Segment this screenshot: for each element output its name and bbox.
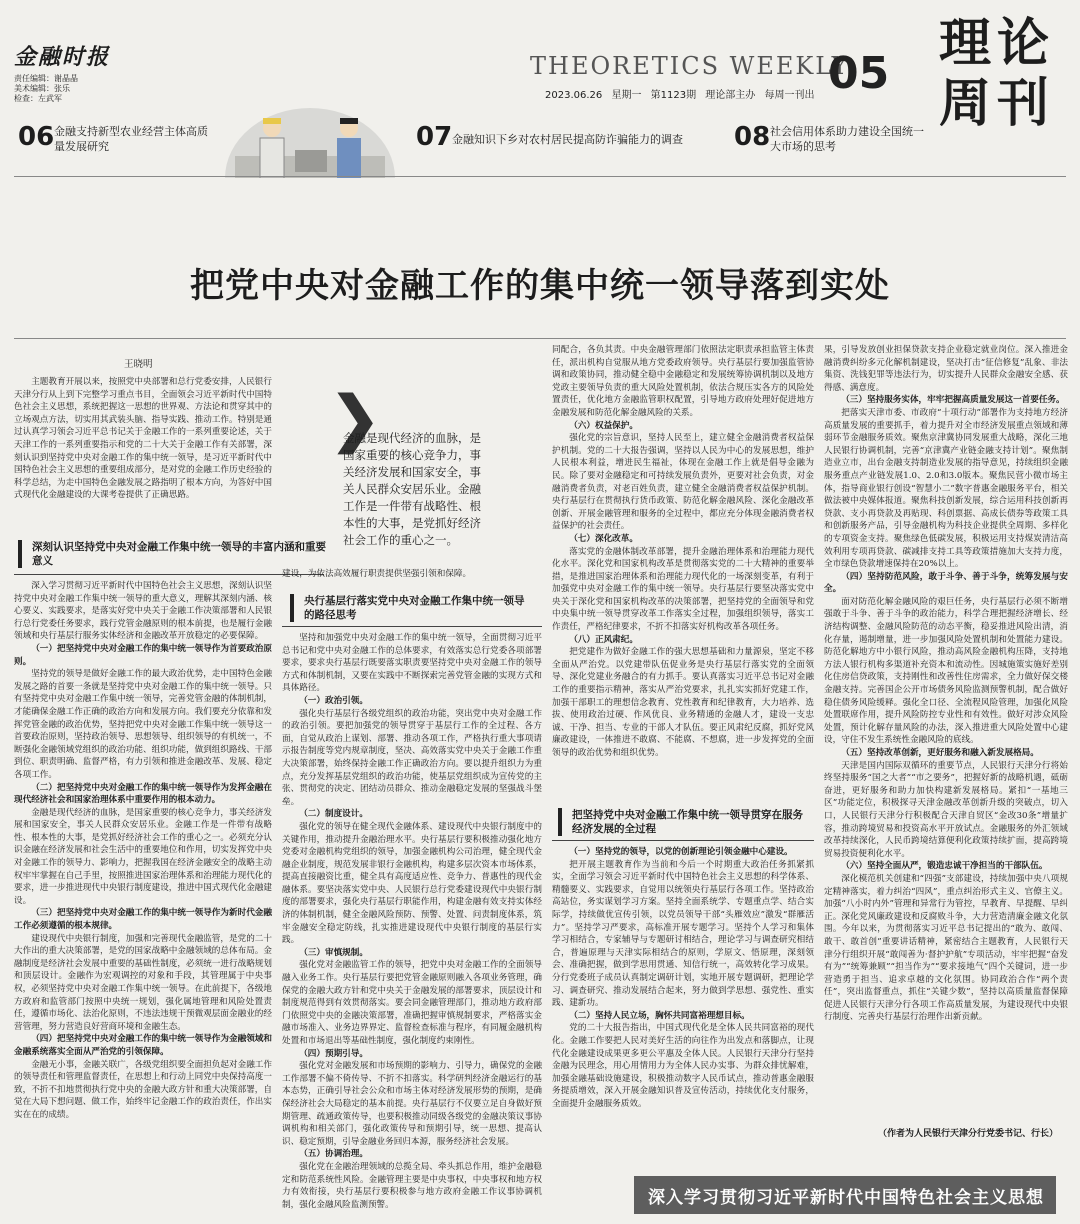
credit-line: 美术编辑：张乐 <box>14 84 70 93</box>
paragraph: 强化党在金融治理领域的总揽全局、牵头抓总作用，维护金融稳定和防范系统性风险。金融管理主要是中央事权，中央事权和地方权力有效衔接，央行基层行要积极参与地方政府金融工作议事协调机制，强化金融风险监测预警。 <box>282 1161 542 1210</box>
section-brand <box>922 14 1072 134</box>
paragraph: 坚持和加强党中央对金融工作的集中统一领导，全面贯彻习近平总书记和党中央对金融工作的总体要求，有效落实总行党委各项部署要求，要求央行基层行既要落实职责要坚持党中央对金融工作的领导方式和体制机制，又要在实践中不断探索完善党管金融的实现方式和具体路径。 <box>282 633 542 694</box>
brand-line: 理论 <box>938 14 1055 74</box>
section-underline <box>552 840 814 841</box>
section-heading: 深刻认识坚持党中央对金融工作集中统一领导的丰富内涵和重要意义 <box>18 540 332 568</box>
paragraph: 天津是国内国际双循环的重要节点，人民银行天津分行将始终坚持服务“国之大者”“市之要务”，把握好新的战略机遇，砥砺奋进，更好服务和助力加快构建新发展格局。紧扣“一基地三区”功能定位，积极探寻天津金融改革创新升级的突破点，切入口，人民银行天津分行积极配合天津自贸区“金改30条”增量扩容，推动跨境贸易和投资高水平开放试点。金融服务的外汇领域改革持续深化，人民币跨境结算便利化政策持续扩面，提高跨境贸易投资便利化水平。 <box>824 760 1068 859</box>
article-headline: 把党中央对金融工作的集中统一领导落到实处 <box>190 266 890 306</box>
department: 理论部主办 <box>705 90 756 101</box>
paragraph: （四）把坚持党中央对金融工作的集中统一领导作为金融领域和金融系统落实全面从严治党的引领保障。 <box>14 1034 272 1057</box>
teaser-page-number: 07 <box>416 122 453 152</box>
paragraph: 建设现代中央银行制度，加强和完善现代金融监管，是党的二十大作出的重大决策部署，是党的国家战略中金融领域的总体布局。金融制度是经济社会发展中重要的基础性制度，必须统一进行战略规划和顶层设计。金融作为宏观调控的对象和手段，其管理属于中央事权，必须坚持党中央对金融工作集中统一领导。在此前提下，各级地方政府和监管部门按照中央统一规划，强化属地管理和风险处置责任，遵循市场化、法治化原则，不违法违规干预微观层面金融业的经营管理，努力营造良好营商环境和金融生态。 <box>14 933 272 1032</box>
teaser-page-number: 08 <box>734 122 771 152</box>
paragraph: （六）权益保护。 <box>569 420 638 431</box>
issue-date: 2023.06.26 <box>545 90 603 101</box>
brand-line: 周刊 <box>938 74 1055 134</box>
paragraph: （一）政治引领。 <box>299 695 368 706</box>
paragraph: 建设，为依法高效履行职责提供坚强引领和保障。 <box>282 569 472 579</box>
teaser-title: 金融知识下乡对农村居民提高防诈骗能力的调查 <box>452 133 683 146</box>
paragraph: 强化央行基层行各级党组织的政治功能，突出党中央对金融工作的政治引领。要把加强党的领导贯穿于基层行工作的全过程、各方面，自觉从政治上谋划、部署、推动各项工作，严格执行重大事项请示报告制度等党内规章制度，坚决、高效落实党中央关于金融工作重大决策部署，始终保持金融工作正确政治方向。要以提升组织力为重点，充分发挥基层党组织的政治功能，使基层党组织成为宣传党的主张、贯彻党的决定、团结动员群众、推动金融稳定发展的坚强战斗堡垒。 <box>282 708 542 807</box>
paragraph: 强化党对金融监管工作的领导，把党中央对金融工作的全面领导融入业务工作。央行基层行要把党管金融原则融入各项业务管理，确保党的金融大政方针和党中央关于金融发展的部署要求，顶层设计和制度规范得到有效贯彻落实。要会同金融管理部门，推动地方政府部门依照党中央的金融决策部署，准确把握审慎规制要求，严格落实金融市场准入、业务边界界定、监督检查标准与程序，有同履金融机构处置和市场退出等基础性制度，强化制度约束刚性。 <box>282 960 542 1046</box>
headline-divider <box>14 338 1066 339</box>
header-divider <box>14 176 1066 177</box>
paragraph: （三）把坚持党中央对金融工作的集中统一领导作为新时代金融工作必须遵循的根本规律。 <box>14 908 272 932</box>
paragraph: 党的二十大报告指出，中国式现代化是全体人民共同富裕的现代化。金融工作要把人民对美好生活的向往作为出发点和落脚点，让现代化金融建设成果更多更公平惠及全体人民。人民银行天津分行坚持金融为民理念，用心用情用力为全体人民办实事、为群众排忧解难，加强金融基础设施建设，积极推动数字人民币试点，推动普惠金融服务提质增效，深入开展金融知识普及宣传活动，持续优化支付服务，全面提升金融服务质效。 <box>552 1023 814 1109</box>
banner-text: 深入学习贯彻习近平新时代中国特色社会主义思想 <box>648 1188 1044 1208</box>
paragraph: 把落实天津市委、市政府“十项行动”部署作为支持地方经济高质量发展的重要抓手，着力提升对全市经济发展重点领域和薄弱环节金融服务质效。聚焦京津冀协同发展重大战略，深化三地人民银行协调机制，完善“京津冀产业链金融支持计划”。聚焦制造业立市，出台金融支持制造业发展的指导意见，持续组织金融服务重点产业链发展1.0、2.0和3.0版本。聚焦民营小微市场主体，指导商业银行创设“智慧小二”数字普惠金融服务平台，相关做法被中央媒体报道。聚焦科技创新发展，综合运用科技创新再贷款、支小再贷款及再贴现、科创票据、高成长债券等政策工具和创新服务产品，引导金融机构为科技企业提供全周期、多样化的专项资金支持。聚焦绿色低碳发展，积极运用支持煤炭清洁高效利用专项再贷款、碳减排支持工具等政策措施加大支持力度，全市绿色贷款增速保持在20%以上。 <box>824 407 1068 570</box>
paragraph: （一）把坚持党中央对金融工作的集中统一领导作为首要政治原则。 <box>14 643 272 667</box>
page-number: 05 <box>828 48 890 99</box>
quote-mark-icon: ❯ <box>330 384 381 454</box>
paragraph: （四）坚持防范风险，敢于斗争、善于斗争，统筹发展与安全。 <box>824 571 1068 595</box>
weekly-title: THEORETICS WEEKLY <box>530 52 850 80</box>
masthead <box>0 0 1080 178</box>
header-illustration <box>205 98 415 178</box>
paragraph: 面对防范化解金融风险的艰巨任务，央行基层行必须不断增强敢于斗争、善于斗争的政治能力，科学合理把握经济增长、经济结构调整、金融风险防范的动态平衡，稳妥推进风险出清，消化存量，遏制增量，进一步加强风险处置机制和处置能力建设。防范化解地方中小银行风险，推动高风险金融机构压降，支持地方法人银行机构多渠道补充资本和流动性。因城施策实施好差别化住房信贷政策，支持刚性和改善性住房需求，全力做好保交楼金融支持。完善国企公开市场债务风险监测预警机制，配合做好稳住债务风险缓释。强化全口径、全流程风险管理，加强化风险处置联席作用，提升风险防控专业性和有效性。做好对涉众风险处置，预计化解存量风险的办法，深入推进重大风险处置中心建设，守住不发生系统性金融风险的底线。 <box>824 596 1068 746</box>
issue-number: 第1123期 <box>650 90 697 101</box>
frequency: 每周一刊出 <box>764 90 815 101</box>
section-heading: 把坚持党中央对金融工作集中统一领导贯穿在服务经济发展的全过程 <box>558 808 812 836</box>
paragraph: 深入学习贯彻习近平新时代中国特色社会主义思想，深刻认识坚持党中央对金融工作集中统一领导的重大意义，理解其深刻内涵、核心要义、实践要求，是落实好党中央关于金融工作决策部署和人民银行总行党委任务要求，践行党管金融原则的根本前提，也是履行金融领域和央行基层行服务实体经济和金融改革开放稳定的必要保障。 <box>14 581 272 642</box>
section-heading: 央行基层行落实党中央对金融工作集中统一领导的路径思考 <box>290 594 534 622</box>
author-byline: 王晓明 <box>124 359 153 370</box>
author-note: （作者为人民银行天津分行党委书记、行长） <box>878 1129 1059 1139</box>
paragraph: （七）深化改革。 <box>569 533 638 544</box>
paragraph: 坚持党的领导是做好金融工作的最大政治优势，走中国特色金融发展之路的首要一条就是坚持党中央对金融工作的集中统一领导。只有坚持党中央对金融工作集中统一领导，完善党管金融的体制机制，才能确保金融工作正确的政治方向和发展方向。我们要充分依靠和发挥党管金融的政治优势，坚持把党中央对金融工作集中统一领导这一首要政治原则，坚持政治领导、思想领导、组织领导的有机统一，不断强化金融领域党组织的政治功能、组织功能，做到组织路线、干部到位、职责明确、监督严格，有力引领和推进金融改革、发展、稳定各项工作。 <box>14 669 272 780</box>
paragraph: （四）预期引导。 <box>299 1048 368 1059</box>
paragraph: 落实党的金融体制改革部署，提升金融治理体系和治理能力现代化水平。深化党和国家机构改革是贯彻落实党的二十大精神的重要举措，是推进国家治理体系和治理能力现代化的一场深刻变革，有利于加强党中央对金融工作的集中统一领导。央行基层行要坚决落实党中央关于深化党和国家机构改革的决策部署，把坚持党的全面领导和党中央集中统一领导贯穿改革工作落实全过程，加强组织领导，落实工作责任，严格纪律要求，不折不扣落实好机构改革各项任务。 <box>552 546 814 633</box>
newspaper-logo: 金融时报 <box>14 44 111 70</box>
bottom-banner <box>634 1176 1056 1214</box>
credit-line: 检查：左武军 <box>14 94 62 103</box>
paragraph: （二）把坚持党中央对金融工作的集中统一领导作为发挥金融在现代经济社会和国家治理体系中重要作用的根本动力。 <box>14 782 272 806</box>
paragraph: 强化党的宗旨意识，坚持人民至上，建立健全金融消费者权益保护机制。党的二十大报告强调，坚持以人民为中心的发展思想，维护人民根本利益，增进民生福祉，体现在金融工作上就是倡导金融为民。除了要对金融稳定和可持续发展负责外，更要对社会负责，对金融消费者负责，对老百姓负责，建立健全金融消费者权益保护机制。央行基层行在贯彻执行货币政策、防范化解金融风险、深化金融改革创新、开展金融管理和服务的全过程中，都应充分体现金融消费者权益保护的社会责任。 <box>552 433 814 532</box>
section-underline <box>282 626 542 627</box>
paragraph: 强化党的领导在健全现代金融体系、建设现代中央银行制度中的关键作用，推动提升金融治理水平。央行基层行要积极推动强化地方党委对金融机构党组织的领导，加强金融机构公司治理，健全现代金融企业制度，规范发展非银行金融机构，构建多层次资本市场体系，提高直接融资比重，健全具有高度适应性、竞争力、普惠性的现代金融体系。要坚决落实党中央、人民银行总行党委建设现代中央银行制度的部署要求，强化央行基层行职能作用，构建金融有效支持实体经济的体制机制，健全金融风险预防、预警、处置、问责制度体系，筑牢金融安全稳定防线，扎实推进建设现代中央银行制度的基层行实践。 <box>282 821 542 946</box>
paragraph: （二）坚持人民立场，胸怀共同富裕理想目标。 <box>569 1010 750 1021</box>
paragraph: 把党建作为做好金融工作的强大思想基础和力量源泉，坚定不移全面从严治党。以党建带队伍促业务是央行基层行落实党的全面领导、深化党建业务融合的有力抓手。要认真落实习近平总书记对金融工作的重要指示精神，落实从严治党要求，扎扎实实抓好党建工作，加强干部职工的理想信念教育、党性教育和纪律教育，大力培养、选拔、使用政治过硬、作风优良、业务精通的金融人才，建设一支忠诚、干净、担当、专业的干部人才队伍。要正风肃纪反腐，抓好党风廉政建设，一体推进不敢腐、不能腐、不想腐，进一步发挥党的全面领导的政治优势和组织优势。 <box>552 647 814 758</box>
paragraph: 果，引导发放创业担保贷款支持企业稳定就业岗位。深入推进金融消费纠纷多元化解机制建设，坚决打击“征信修复”乱象、非法集资、洗钱犯罪等违法行为，切实提升人民群众金融安全感、获得感、满意度。 <box>824 345 1068 393</box>
paragraph: （八）正风肃纪。 <box>569 634 638 645</box>
weekday: 星期一 <box>611 90 642 101</box>
article-column <box>14 580 272 1220</box>
paragraph: 主题教育开展以来，按照党中央部署和总行党委安排，人民银行天津分行从上到下完整学习重点书目，全面领会习近平新时代中国特色社会主义思想，系统把握这一思想的世界观、方法论和贯穿其中的立场观点方法，切实用其武装头脑、指导实践、推动工作。特别是通过认真学习领会习近平总书记关于金融工作的一系列重要论述，关于天津工作的一系列重要指示和党的二十大关于金融工作有关部署，深刻认识到坚持党中央对金融工作的集中统一领导，是习近平新时代中国特色社会主义思想的重要组成部分，是对党的金融工作历史经验的科学总结，为走中国特色金融发展之路指明了根本方向，为答好中国式现代化金融建设的大课考卷提供了正确思路。 <box>14 377 272 501</box>
paragraph: （二）制度设计。 <box>299 809 368 820</box>
article-column <box>282 632 542 1222</box>
pull-quote: 金融是现代经济的血脉，是国家重要的核心竞争力，事关经济发展和国家安全，事关人民群众安居乐业。金融工作是一件带有战略性、根本性的大事，是党抓好经济社会工作的重心之一。 <box>343 431 481 547</box>
paragraph: 把开展主题教育作为当前和今后一个时期重大政治任务抓紧抓实，全面学习领会习近平新时代中国特色社会主义思想的科学体系、精髓要义、实践要求，自觉用以统领央行基层行各项工作。坚持政治高站位，务实谋划学习方案。坚持全面系统学、专题重点学、结合实际学，持续做优宣传引领，以党员领导干部“头雁效应”激发“群雁活力”。坚持学习严要求，高标准开展专题学习。坚持个人学习和集体学习相结合，专家辅导与专题研讨相结合，理论学习与调查研究相结合，普遍原理与天津实际相结合的原则，学原文、悟原理，深刻领会、准确把握，做到学思用贯通、知信行统一，高效转化学习成果。分行党委班子成员认真制定调研计划，实地开展专题调研，把理论学习、调查研究、推动发展结合起来，努力做到学思想、强党性、重实践、建新功。 <box>552 859 814 1009</box>
section-underline <box>14 574 324 575</box>
article-column <box>282 568 542 582</box>
paragraph: （五）坚持改革创新，更好服务和融入新发展格局。 <box>841 748 1039 758</box>
paragraph: （三）审慎规制。 <box>299 947 368 958</box>
article-column <box>552 344 814 796</box>
editor-credits <box>14 74 78 104</box>
paragraph: （一）坚持党的领导，以党的创新理论引领金融中心建设。 <box>569 847 793 857</box>
dateline <box>545 86 814 101</box>
credit-line: 责任编辑：谢晶晶 <box>14 74 78 83</box>
paragraph: （六）坚持全面从严，锻造忠诚干净担当的干部队伍。 <box>841 861 1048 872</box>
teaser-title: 金融支持新型农业经营主体高质量发展研究 <box>54 125 208 153</box>
paragraph: （三）坚持服务实体，牢牢把握高质量发展这一首要任务。 <box>841 395 1065 406</box>
paragraph: 金融无小事，金融关联广，各级党组织要全面担负起对金融工作的领导责任和管理监督责任，在思想上和行动上同党中央保持高度一致，不折不扣地贯彻执行党中央的金融大政方针和重大决策部署，自觉在大局下想问题、做工作，始终牢记金融工作的政治责任，作出实实在在的成绩。 <box>14 1059 272 1120</box>
paragraph: （五）协调治理。 <box>299 1149 368 1160</box>
article-column <box>824 344 1068 1122</box>
paragraph: 金融是现代经济的血脉，是国家重要的核心竞争力，事关经济发展和国家安全，事关人民群众安居乐业。金融工作是一件带有战略性、根本性的大事，是党抓好经济社会工作的重心之一。必须充分认识金融在经济发展和社会生活中的重要地位和作用，切实发挥党中央对金融工作的领导力、影响力，把握我国在经济金融安全的战略主动权牢牢掌握在自己手里，按照推进国家治理体系和治理能力现代化的要求，进一步推进现代中央银行制度建设，推进中国式现代化金融建设。 <box>14 807 272 906</box>
paragraph: 同配合，各负其责。中央金融管理部门依照法定职责承担监管主体责任，派出机构自觉服从地方党委政府领导。央行基层行要加强监管协调和政策协同，推动健全稳中金融稳定和发展统筹协调机制以及地方党政主要领导负责的重大风险处置机制，依法合规压实各方的风险处置责任，优化地方金融监管职权配置，引导地方政府处理好促进地方金融发展和防范化解金融风险的关系。 <box>552 345 814 418</box>
paragraph: 强化党对金融发展和市场预期的影响力、引导力，确保党的金融工作部署不偏不倚传导、不折不扣落实。科学研判经济金融运行的基本态势，正确引导社会公众和市场主体对经济发展形势的预期，是确保经济社会大局稳定的基本前提。央行基层行不仅要立足自身做好预期管理、疏通政策传导，也要积极推动同级各级党的金融决策议事协调机构和相关部门，强化政策传导和预期引导，统一思想、提高认识、稳定预期，引导金融业务回归本源，服务经济社会发展。 <box>282 1061 542 1147</box>
teaser-title: 社会信用体系助力建设全国统一大市场的思考 <box>770 125 924 153</box>
article-column <box>14 376 272 526</box>
article-column <box>552 846 814 1222</box>
paragraph: 深化模范机关创建和“四强”支部建设，持续加强中央八项规定精神落实，着力纠治“四风”，重点纠治形式主义、官僚主义。加强“八小时内外”管理和异常行为管控，早教育、早提醒、早纠正。深化党风廉政建设和反腐败斗争，大力营造清廉金融文化氛围。今年以来，为贯彻落实习近平总书记提出的“敢为、敢闯、敢干、敢首创”重要讲话精神，紧密结合主题教育，人民银行天津分行组织开展“敢闯善为·督护护航”专项活动，牢牢把握“奋发有为”“统筹兼顾”“担当作为”“要求接地气”四个关键词，进一步营造勇于担当、追求卓越的文化氛围。协同政治合作“两个责任”，突出监督重点，抓住“关键少数”，坚持以高质量监督保障促进人民银行天津分行各项工作高质量发展，为建设现代中央银行制度、完善央行基层行治理作出新贡献。 <box>824 873 1068 1023</box>
teaser-page-number: 06 <box>18 122 55 152</box>
